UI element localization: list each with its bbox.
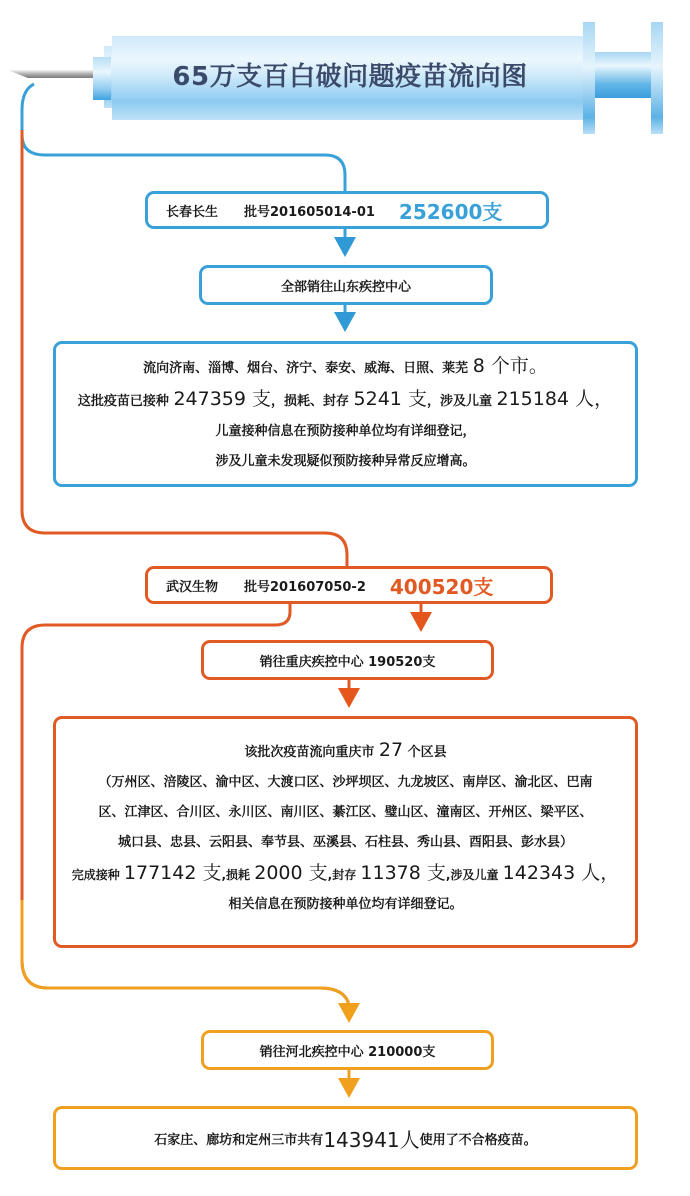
amount: 252600支: [398, 199, 503, 224]
arrow-down-icon: [334, 312, 356, 332]
destination-label: 全部销往山东疾控中心: [280, 279, 411, 295]
destination-label: 销往河北疾控中心 210000支: [259, 1044, 436, 1060]
district-list-line: 区、江津区、合川区、永川区、南川区、綦江区、璧山区、潼南区、开州区、梁平区、: [98, 805, 593, 820]
batch-number: 批号201607050-2: [244, 579, 366, 595]
amount: 400520支: [389, 574, 494, 599]
syringe-tip: [93, 57, 111, 100]
detail-line: 完成接种 177142 支,损耗 2000 支,封存 11378 支,涉及儿童 142343 人，: [71, 862, 620, 884]
arrow-down-icon: [334, 237, 356, 257]
arrow-down-icon: [338, 1078, 360, 1098]
detail-line: 相关信息在预防接种单位均有详细登记。: [228, 897, 463, 912]
detail-line: 该批次疫苗流向重庆市 27 个区县: [244, 739, 447, 761]
source-box-changchun: [145, 191, 549, 229]
district-list-line: （万州区、涪陵区、渝中区、大渡口区、沙坪坝区、九龙坡区、南岸区、渝北区、巴南: [98, 775, 593, 790]
destination-box-shandong: [199, 265, 493, 305]
district-list-line: 城口县、忠县、云阳县、奉节县、巫溪县、石柱县、秀山县、酉阳县、彭水县）: [117, 835, 573, 850]
destination-box-chongqing: [201, 640, 494, 680]
arrow-down-icon: [338, 1003, 360, 1023]
syringe-plunger: [595, 52, 651, 98]
syringe-plunger-head: [651, 22, 663, 134]
company-name: 长春长生: [166, 204, 219, 220]
company-name: 武汉生物: [166, 579, 219, 595]
arrow-down-icon: [410, 612, 432, 632]
detail-box-chongqing: [53, 716, 638, 948]
batch-number: 批号201605014-01: [244, 204, 375, 220]
detail-box-hebei: 石家庄、廊坊和定州三市共有 143941人 使用了不合格疫苗。: [53, 1106, 638, 1170]
arrow-down-icon: [338, 688, 360, 708]
source-box-wuhan: [145, 566, 553, 604]
detail-line: 涉及儿童未发现疑似预防接种异常反应增高。: [215, 454, 476, 469]
detail-box-shandong: [53, 341, 638, 487]
destination-label: 销往重庆疾控中心 190520支: [259, 654, 436, 670]
page-title: 65万支百白破问题疫苗流向图: [172, 62, 528, 92]
detail-line: 流向济南、淄博、烟台、济宁、泰安、威海、日照、莱芜 8 个市。: [143, 355, 548, 377]
detail-line: 这批疫苗已接种 247359 支，损耗、封存 5241 支，涉及儿童 215184 人，: [77, 388, 614, 410]
destination-box-hebei: [201, 1030, 494, 1070]
detail-line: 儿童接种信息在预防接种单位均有详细登记，: [215, 424, 476, 439]
